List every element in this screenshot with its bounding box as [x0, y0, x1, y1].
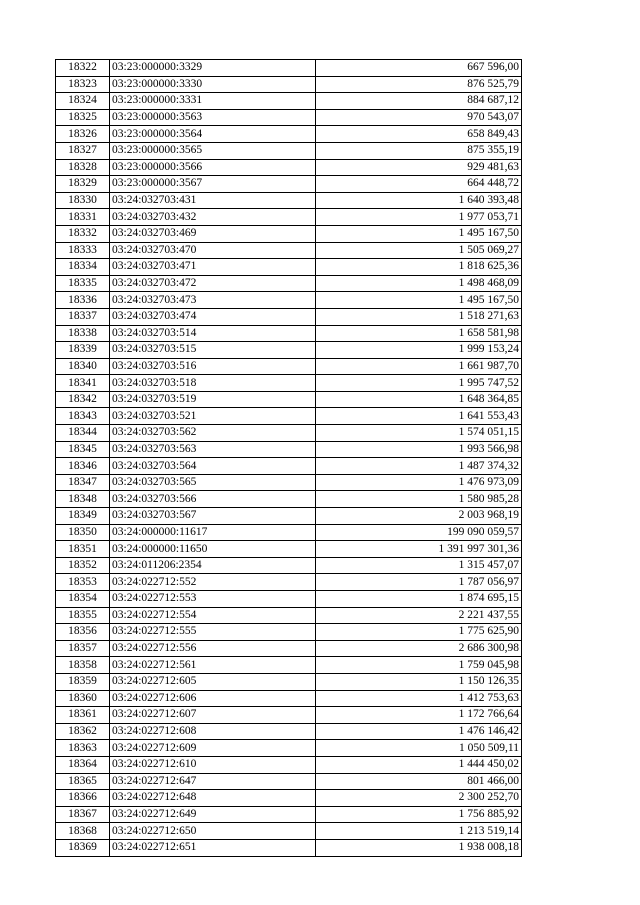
row-number-cell: 18351: [56, 541, 110, 558]
table-row: [56, 375, 522, 392]
row-number-cell: 18357: [56, 640, 110, 657]
row-number-cell: 18354: [56, 591, 110, 608]
row-number-cell: 18361: [56, 707, 110, 724]
cadastral-number-cell: 03:24:022712:605: [110, 673, 316, 690]
table-row: [56, 839, 522, 856]
table-row: [56, 557, 522, 574]
cadastral-value-cell: 199 090 059,57: [316, 524, 522, 541]
table-row: [56, 756, 522, 773]
cadastral-number-cell: 03:23:000000:3331: [110, 93, 316, 110]
cadastral-value-cell: 2 003 968,19: [316, 508, 522, 525]
row-number-cell: 18348: [56, 491, 110, 508]
cadastral-number-cell: 03:24:032703:563: [110, 441, 316, 458]
row-number-cell: 18336: [56, 292, 110, 309]
cadastral-value-table: [55, 59, 522, 857]
row-number-cell: 18333: [56, 242, 110, 259]
table-row: [56, 358, 522, 375]
row-number-cell: 18363: [56, 740, 110, 757]
cadastral-value-cell: 1 874 695,15: [316, 591, 522, 608]
row-number-cell: 18334: [56, 259, 110, 276]
cadastral-value-cell: 1 444 450,02: [316, 756, 522, 773]
table-row: [56, 325, 522, 342]
cadastral-number-cell: 03:24:032703:473: [110, 292, 316, 309]
cadastral-value-cell: 1 495 167,50: [316, 292, 522, 309]
table-row: [56, 690, 522, 707]
cadastral-value-cell: 1 658 581,98: [316, 325, 522, 342]
cadastral-value-cell: 2 300 252,70: [316, 790, 522, 807]
row-number-cell: 18364: [56, 756, 110, 773]
cadastral-number-cell: 03:24:032703:564: [110, 458, 316, 475]
table-row: [56, 541, 522, 558]
cadastral-number-cell: 03:24:022712:647: [110, 773, 316, 790]
row-number-cell: 18367: [56, 806, 110, 823]
cadastral-value-cell: 929 481,63: [316, 159, 522, 176]
row-number-cell: 18356: [56, 624, 110, 641]
table-row: [56, 491, 522, 508]
row-number-cell: 18331: [56, 209, 110, 226]
row-number-cell: 18359: [56, 673, 110, 690]
cadastral-number-cell: 03:23:000000:3565: [110, 142, 316, 159]
row-number-cell: 18339: [56, 342, 110, 359]
cadastral-value-cell: 1 999 153,24: [316, 342, 522, 359]
cadastral-value-cell: 1 818 625,36: [316, 259, 522, 276]
table-row: [56, 640, 522, 657]
cadastral-value-cell: 875 355,19: [316, 142, 522, 159]
table-row: [56, 806, 522, 823]
cadastral-number-cell: 03:23:000000:3567: [110, 176, 316, 193]
row-number-cell: 18360: [56, 690, 110, 707]
cadastral-number-cell: 03:24:022712:609: [110, 740, 316, 757]
row-number-cell: 18352: [56, 557, 110, 574]
cadastral-value-cell: 1 648 364,85: [316, 391, 522, 408]
cadastral-value-cell: 1 574 051,15: [316, 425, 522, 442]
cadastral-number-cell: 03:24:022712:556: [110, 640, 316, 657]
cadastral-number-cell: 03:24:032703:474: [110, 308, 316, 325]
row-number-cell: 18327: [56, 142, 110, 159]
row-number-cell: 18349: [56, 508, 110, 525]
table-row: [56, 275, 522, 292]
row-number-cell: 18346: [56, 458, 110, 475]
cadastral-number-cell: 03:24:032703:521: [110, 408, 316, 425]
row-number-cell: 18347: [56, 474, 110, 491]
cadastral-number-cell: 03:24:022712:607: [110, 707, 316, 724]
table-row: [56, 607, 522, 624]
row-number-cell: 18324: [56, 93, 110, 110]
table-row: [56, 673, 522, 690]
table-row: [56, 591, 522, 608]
cadastral-value-cell: 1 476 973,09: [316, 474, 522, 491]
cadastral-number-cell: 03:23:000000:3329: [110, 60, 316, 77]
cadastral-number-cell: 03:24:022712:650: [110, 823, 316, 840]
cadastral-value-cell: 1 993 566,98: [316, 441, 522, 458]
cadastral-number-cell: 03:24:022712:649: [110, 806, 316, 823]
table-row: [56, 823, 522, 840]
cadastral-number-cell: 03:24:022712:555: [110, 624, 316, 641]
row-number-cell: 18322: [56, 60, 110, 77]
cadastral-value-cell: 1 172 766,64: [316, 707, 522, 724]
table-row: [56, 773, 522, 790]
table-row: [56, 657, 522, 674]
cadastral-number-cell: 03:24:022712:552: [110, 574, 316, 591]
cadastral-number-cell: 03:24:011206:2354: [110, 557, 316, 574]
cadastral-value-cell: 801 466,00: [316, 773, 522, 790]
cadastral-value-cell: 658 849,43: [316, 126, 522, 143]
row-number-cell: 18369: [56, 839, 110, 856]
cadastral-value-cell: 1 995 747,52: [316, 375, 522, 392]
cadastral-number-cell: 03:24:032703:515: [110, 342, 316, 359]
cadastral-number-cell: 03:24:032703:472: [110, 275, 316, 292]
cadastral-number-cell: 03:24:000000:11650: [110, 541, 316, 558]
cadastral-value-cell: 1 150 126,35: [316, 673, 522, 690]
table-row: [56, 624, 522, 641]
row-number-cell: 18344: [56, 425, 110, 442]
cadastral-number-cell: 03:24:032703:562: [110, 425, 316, 442]
row-number-cell: 18328: [56, 159, 110, 176]
table-body: [56, 60, 522, 857]
row-number-cell: 18342: [56, 391, 110, 408]
table-row: [56, 176, 522, 193]
cadastral-number-cell: 03:24:022712:648: [110, 790, 316, 807]
cadastral-value-cell: 1 977 053,71: [316, 209, 522, 226]
cadastral-value-cell: 884 687,12: [316, 93, 522, 110]
cadastral-value-cell: 664 448,72: [316, 176, 522, 193]
table-row: [56, 740, 522, 757]
row-number-cell: 18365: [56, 773, 110, 790]
cadastral-value-cell: 667 596,00: [316, 60, 522, 77]
row-number-cell: 18362: [56, 723, 110, 740]
row-number-cell: 18340: [56, 358, 110, 375]
cadastral-value-cell: 1 412 753,63: [316, 690, 522, 707]
table-row: [56, 192, 522, 209]
cadastral-value-cell: 2 686 300,98: [316, 640, 522, 657]
row-number-cell: 18332: [56, 225, 110, 242]
cadastral-number-cell: 03:24:022712:606: [110, 690, 316, 707]
cadastral-number-cell: 03:24:032703:516: [110, 358, 316, 375]
table-row: [56, 109, 522, 126]
cadastral-number-cell: 03:24:032703:432: [110, 209, 316, 226]
cadastral-value-cell: 1 487 374,32: [316, 458, 522, 475]
cadastral-value-cell: 1 495 167,50: [316, 225, 522, 242]
row-number-cell: 18345: [56, 441, 110, 458]
cadastral-value-cell: 1 759 045,98: [316, 657, 522, 674]
row-number-cell: 18335: [56, 275, 110, 292]
cadastral-value-cell: 1 640 393,48: [316, 192, 522, 209]
cadastral-number-cell: 03:23:000000:3564: [110, 126, 316, 143]
cadastral-number-cell: 03:24:032703:431: [110, 192, 316, 209]
cadastral-number-cell: 03:24:032703:514: [110, 325, 316, 342]
row-number-cell: 18326: [56, 126, 110, 143]
cadastral-number-cell: 03:24:022712:610: [110, 756, 316, 773]
cadastral-number-cell: 03:24:032703:566: [110, 491, 316, 508]
cadastral-value-cell: 2 221 437,55: [316, 607, 522, 624]
cadastral-number-cell: 03:24:022712:608: [110, 723, 316, 740]
cadastral-number-cell: 03:24:032703:567: [110, 508, 316, 525]
cadastral-number-cell: 03:24:022712:553: [110, 591, 316, 608]
cadastral-value-cell: 1 476 146,42: [316, 723, 522, 740]
table-row: [56, 574, 522, 591]
cadastral-value-cell: 1 661 987,70: [316, 358, 522, 375]
table-row: [56, 508, 522, 525]
table-row: [56, 790, 522, 807]
cadastral-number-cell: 03:24:032703:519: [110, 391, 316, 408]
table-row: [56, 60, 522, 77]
table-row: [56, 458, 522, 475]
cadastral-value-cell: 1 213 519,14: [316, 823, 522, 840]
table-row: [56, 242, 522, 259]
table-row: [56, 126, 522, 143]
table-row: [56, 408, 522, 425]
cadastral-value-cell: 1 050 509,11: [316, 740, 522, 757]
cadastral-value-cell: 1 787 056,97: [316, 574, 522, 591]
cadastral-value-cell: 876 525,79: [316, 76, 522, 93]
row-number-cell: 18353: [56, 574, 110, 591]
table-row: [56, 142, 522, 159]
cadastral-value-cell: 1 580 985,28: [316, 491, 522, 508]
cadastral-value-cell: 1 938 008,18: [316, 839, 522, 856]
cadastral-number-cell: 03:24:032703:565: [110, 474, 316, 491]
cadastral-value-cell: 1 391 997 301,36: [316, 541, 522, 558]
cadastral-value-cell: 1 775 625,90: [316, 624, 522, 641]
cadastral-number-cell: 03:24:000000:11617: [110, 524, 316, 541]
row-number-cell: 18366: [56, 790, 110, 807]
cadastral-value-cell: 1 315 457,07: [316, 557, 522, 574]
row-number-cell: 18358: [56, 657, 110, 674]
row-number-cell: 18323: [56, 76, 110, 93]
table-row: [56, 292, 522, 309]
cadastral-number-cell: 03:23:000000:3330: [110, 76, 316, 93]
row-number-cell: 18325: [56, 109, 110, 126]
row-number-cell: 18330: [56, 192, 110, 209]
table-row: [56, 342, 522, 359]
row-number-cell: 18337: [56, 308, 110, 325]
cadastral-number-cell: 03:24:032703:470: [110, 242, 316, 259]
cadastral-value-cell: 1 505 069,27: [316, 242, 522, 259]
table-row: [56, 425, 522, 442]
table-row: [56, 225, 522, 242]
cadastral-number-cell: 03:23:000000:3566: [110, 159, 316, 176]
cadastral-value-cell: 1 641 553,43: [316, 408, 522, 425]
table-row: [56, 391, 522, 408]
table-row: [56, 308, 522, 325]
table-row: [56, 723, 522, 740]
table-row: [56, 524, 522, 541]
table-row: [56, 93, 522, 110]
table-row: [56, 76, 522, 93]
table-row: [56, 209, 522, 226]
cadastral-value-cell: 1 756 885,92: [316, 806, 522, 823]
table-row: [56, 474, 522, 491]
row-number-cell: 18350: [56, 524, 110, 541]
row-number-cell: 18343: [56, 408, 110, 425]
table-row: [56, 707, 522, 724]
row-number-cell: 18338: [56, 325, 110, 342]
cadastral-value-cell: 1 498 468,09: [316, 275, 522, 292]
cadastral-number-cell: 03:23:000000:3563: [110, 109, 316, 126]
cadastral-value-cell: 1 518 271,63: [316, 308, 522, 325]
cadastral-number-cell: 03:24:022712:651: [110, 839, 316, 856]
cadastral-number-cell: 03:24:032703:469: [110, 225, 316, 242]
cadastral-number-cell: 03:24:032703:518: [110, 375, 316, 392]
cadastral-number-cell: 03:24:022712:554: [110, 607, 316, 624]
row-number-cell: 18341: [56, 375, 110, 392]
table-row: [56, 259, 522, 276]
row-number-cell: 18329: [56, 176, 110, 193]
table-row: [56, 441, 522, 458]
table-row: [56, 159, 522, 176]
row-number-cell: 18355: [56, 607, 110, 624]
cadastral-number-cell: 03:24:032703:471: [110, 259, 316, 276]
row-number-cell: 18368: [56, 823, 110, 840]
cadastral-number-cell: 03:24:022712:561: [110, 657, 316, 674]
cadastral-value-cell: 970 543,07: [316, 109, 522, 126]
